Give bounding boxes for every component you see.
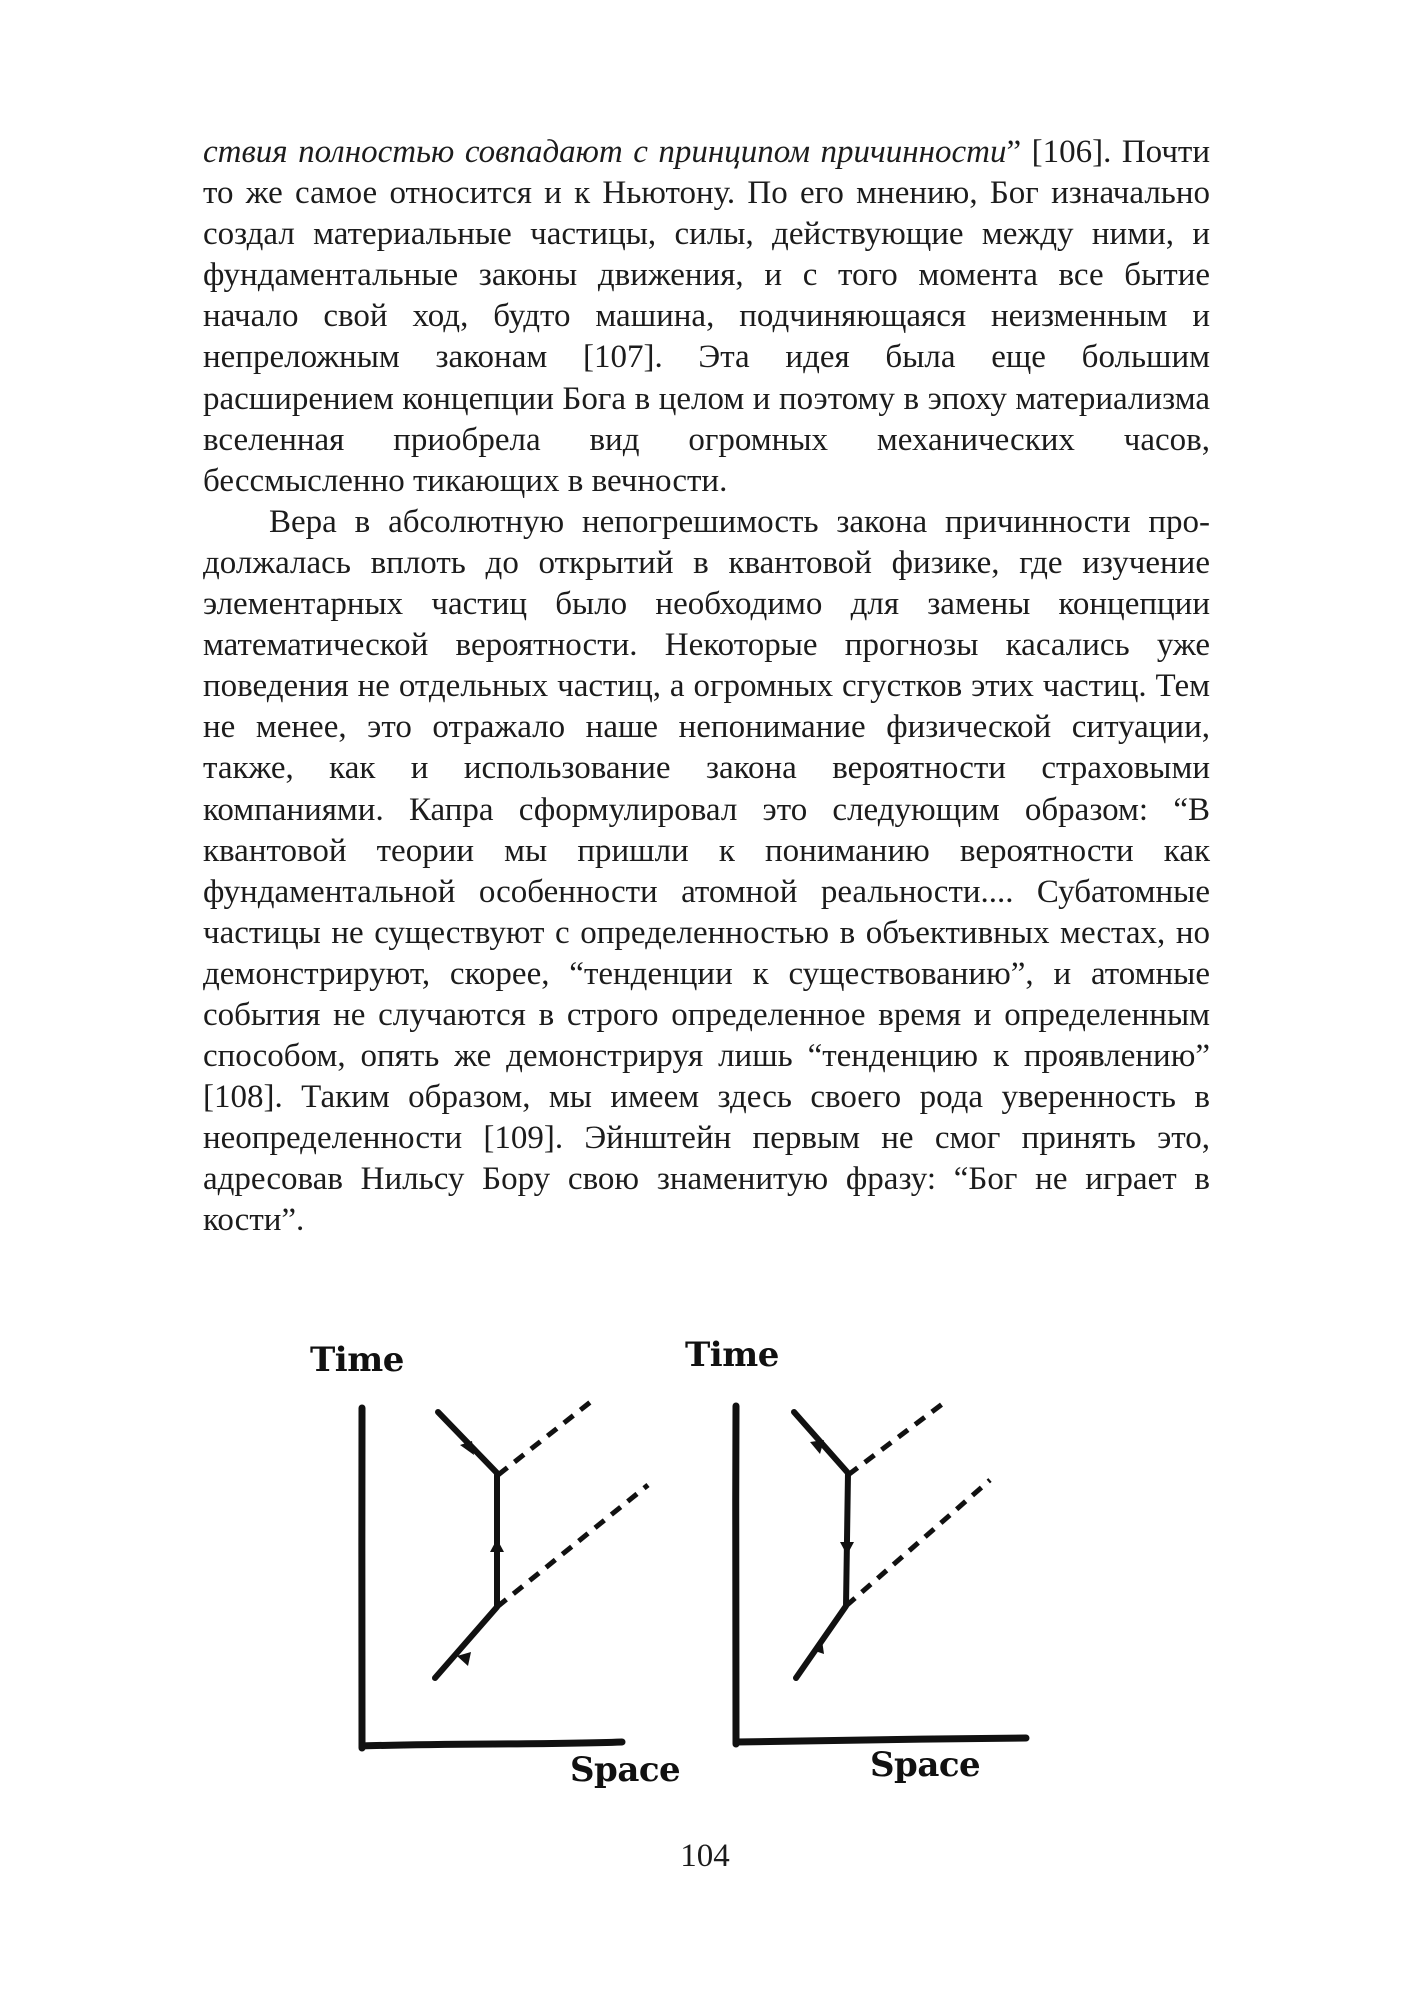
spacetime-figure <box>300 1320 1080 1800</box>
diagram-left-drawing <box>300 1320 680 1800</box>
direction-arrow-upper <box>810 1440 824 1454</box>
paragraph-1 <box>203 132 1210 502</box>
photon-line-upper <box>848 1402 945 1475</box>
space-axis <box>736 1738 1026 1742</box>
body-text <box>203 132 1210 1242</box>
photon-line-upper <box>498 1400 593 1475</box>
paragraph-1-text: ” [106]. Почти то же самое относится и к Ньютону. По его мнению, Бог изначально создал материальные частицы, силы, действующие между ними, и фундаментальные законы движения, и с того момента все бытие начало свой ход, будто машина, подчиняющаяся неизменным и непреложным законам [107]. Эта идея была еще большим расширением концепции Бога в целом и поэтому в эпоху материализма вселенная приобрела вид огромных механических часов, бессмысленно тикающих в вечности. <box>203 134 1210 499</box>
particle-world-line <box>794 1412 848 1678</box>
time-axis-label: Time <box>685 1335 779 1375</box>
direction-arrow-middle <box>490 1539 504 1552</box>
time-axis <box>736 1406 737 1744</box>
spacetime-diagram-right <box>670 1320 1050 1800</box>
paragraph-2: Вера в абсолютную непогрешимость закона причинности продолжалась вплоть до открытий в квантовой физике, где изучение элементарных частиц было необходимо для замены концепции математической вероятности. Некоторые прогнозы касались уже поведения не отдельных частиц, а огромных сгустков этих частиц. Тем не менее, это отражало наше непонимание физической ситуации, также, как и использование закона вероятности страховыми компаниями. Капра сформулировал это следующим образом: “В квантовой теории мы пришли к пониманию вероятности как фундаментальной особенности атомной реальности.... Субатомные частицы не существуют с определенностью в объективных местах, но демонстрируют, скорее, “тенденции к существованию”, и атомные события не случаются в строго определенное время и определенным способом, опять же демонстрируя лишь “тенденцию к проявлению” [108]. Таким образом, мы имеем здесь своего рода уверенность в неопределенности [109]. Эйнштейн первым не смог принять это, адресовав Нильсу Бору свою знаменитую фразу: “Бог не играет в кости”. <box>203 503 1210 1239</box>
space-axis <box>362 1742 622 1746</box>
italic-quote-end: ствия полностью совпадают с принципом причинности <box>203 134 1007 170</box>
page-number: 104 <box>680 1838 730 1874</box>
space-axis-label: Space <box>870 1745 981 1785</box>
space-axis-label: Space <box>570 1750 681 1790</box>
time-axis-label: Time <box>310 1340 404 1380</box>
particle-world-line <box>435 1412 497 1678</box>
direction-arrow-middle <box>840 1542 854 1555</box>
time-axis <box>362 1408 363 1748</box>
photon-line-lower <box>497 1485 648 1607</box>
direction-arrow-upper <box>460 1441 474 1455</box>
diagram-right-drawing <box>670 1320 1050 1800</box>
spacetime-diagram-left <box>300 1320 680 1800</box>
photon-line-lower <box>846 1480 990 1606</box>
